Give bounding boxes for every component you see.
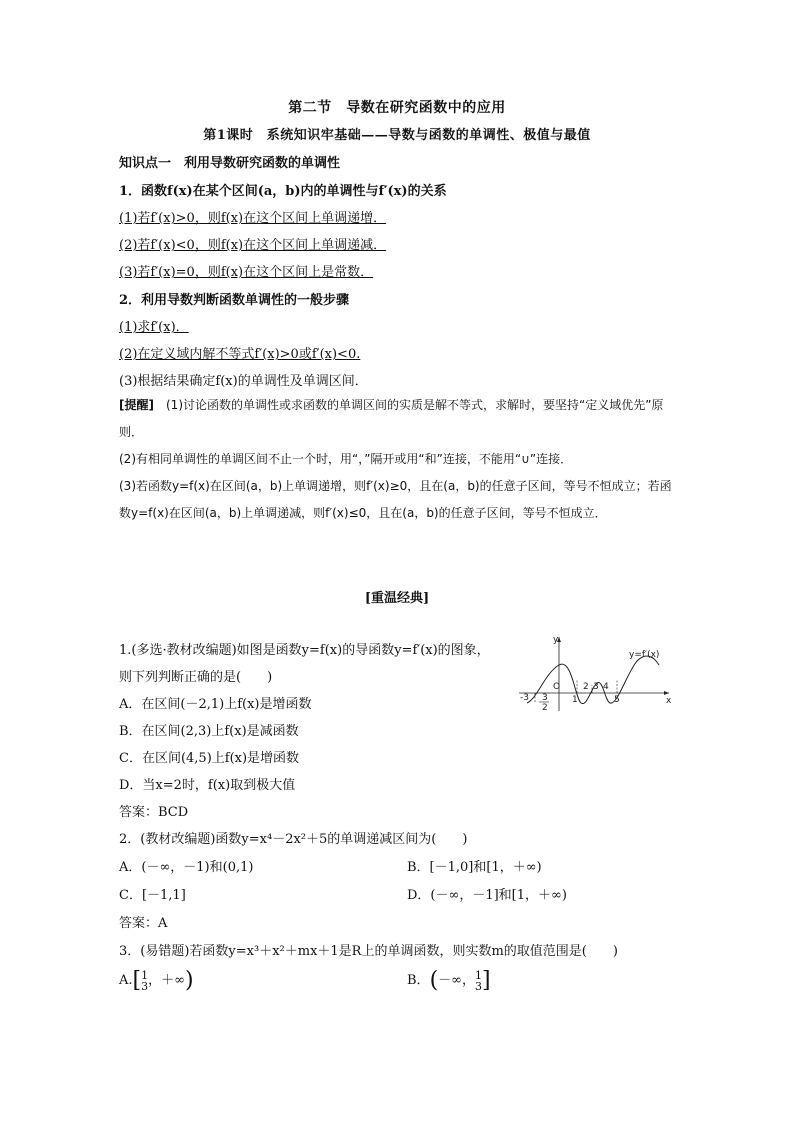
q1-option-b: B．在区间(2,3)上f(x)是减函数 — [119, 724, 299, 739]
tip-paragraph-3: (3)若函数y=f(x)在区间(a，b)上单调递增，则f′(x)≥0，且在(a，b)的任意子区间，等号不恒成立；若函数y=f(x)在区间(a，b)上单调递减，则f′(x)≤0，且在(a，b)的任意子区间，等号不恒成立． — [119, 479, 672, 520]
tick-label-3: 3 — [593, 682, 599, 692]
item1-title: 1．函数f(x)在某个区间(a，b)内的单调性与f′(x)的关系 — [119, 184, 447, 199]
q2-option-a: A．(－∞，－1)和(0,1) — [119, 860, 254, 875]
q3-option-b: B．(－∞，1 3] — [407, 968, 491, 993]
q3-option-a: A.[1 3，＋∞) — [119, 968, 194, 993]
section-title: 第二节 导数在研究函数中的应用 — [288, 100, 506, 116]
item2-line-3: (3)根据结果确定f(x)的单调性及单调区间． — [119, 374, 368, 389]
tick-label-1: 1 — [572, 695, 578, 705]
tick-label-frac-num: 3 — [542, 693, 548, 703]
q1-option-a: A．在区间(－2,1)上f(x)是增函数 — [119, 697, 312, 712]
knowledge-heading: 知识点一 利用导数研究函数的单调性 — [119, 156, 341, 171]
q1-option-d: D．当x=2时，f(x)取到极大值 — [119, 778, 296, 793]
bracket-left-square: [ — [132, 968, 142, 993]
tip-block — [119, 392, 679, 527]
x-axis-label: x — [666, 696, 672, 706]
origin-label: O — [553, 682, 561, 692]
item2-title: 2．利用导数判断函数单调性的一般步骤 — [119, 293, 350, 308]
q3-stem: 3．(易错题)若函数y=x³＋x²＋mx＋1是R上的单调函数，则实数m的取值范围是( ) — [119, 944, 618, 959]
y-axis-label: y — [553, 635, 559, 645]
tip-paragraph-1: [提醒] (1)讨论函数的单调性或求函数的单调区间的实质是解不等式，求解时，要坚持“定义域优先”原则． — [119, 398, 664, 439]
tick-label-2: 2 — [583, 682, 589, 692]
bracket-right-paren: ) — [184, 968, 194, 993]
bracket-left-paren: ( — [429, 968, 439, 993]
curve-label: y=f′(x) — [629, 650, 660, 660]
derivative-graph — [517, 633, 672, 713]
lesson-title: 第1课时 系统知识牢基础——导数与函数的单调性、极值与最值 — [203, 128, 591, 143]
q1-stem-line-1: 1.(多选·教材改编题)如图是函数y=f(x)的导函数y=f′(x)的图象， — [119, 643, 490, 658]
item2-line-2: (2)在定义域内解不等式f′(x)>0或f′(x)<0. — [119, 347, 361, 362]
q2-stem: 2．(教材改编题)函数y=x⁴－2x²＋5的单调递减区间为( ) — [119, 832, 468, 847]
item1-line-3: (3)若f′(x)=0，则f(x)在这个区间上是常数． — [119, 265, 374, 280]
x-axis-arrow — [664, 691, 669, 695]
tip-label: [提醒] — [119, 398, 154, 412]
bracket-right-square: ] — [482, 968, 491, 993]
q1-answer: 答案：BCD — [119, 805, 189, 820]
classics-heading: [重温经典] — [364, 591, 430, 606]
item1-line-2: (2)若f′(x)<0，则f(x)在这个区间上单调递减． — [119, 238, 387, 253]
q2-option-c: C．[－1,1] — [119, 888, 186, 903]
tick-label-4: 4 — [603, 682, 609, 692]
tick-label-neg3: -3 — [520, 693, 529, 703]
q2-option-d: D．(－∞，－1]和[1，＋∞) — [407, 888, 567, 903]
tick-label-5: 5 — [614, 695, 620, 705]
fraction-one-third-b: 1 3 — [475, 968, 482, 993]
q2-option-b: B．[－1,0]和[1，＋∞) — [407, 860, 542, 875]
q2-answer: 答案：A — [119, 916, 168, 931]
q1-stem-line-2: 则下列判断正确的是( ) — [119, 670, 273, 685]
q1-option-c: C．在区间(4,5)上f(x)是增函数 — [119, 751, 300, 766]
fraction-one-third: 1 3 — [141, 968, 149, 993]
tip-paragraph-2: (2)有相同单调性的单调区间不止一个时，用“，”隔开或用“和”连接，不能用“∪”连接． — [119, 452, 573, 466]
tick-label-frac-den: 2 — [542, 703, 548, 713]
item2-line-1: (1)求f′(x)． — [119, 320, 189, 335]
item1-line-1: (1)若f′(x)>0，则f(x)在这个区间上单调递增． — [119, 211, 387, 226]
